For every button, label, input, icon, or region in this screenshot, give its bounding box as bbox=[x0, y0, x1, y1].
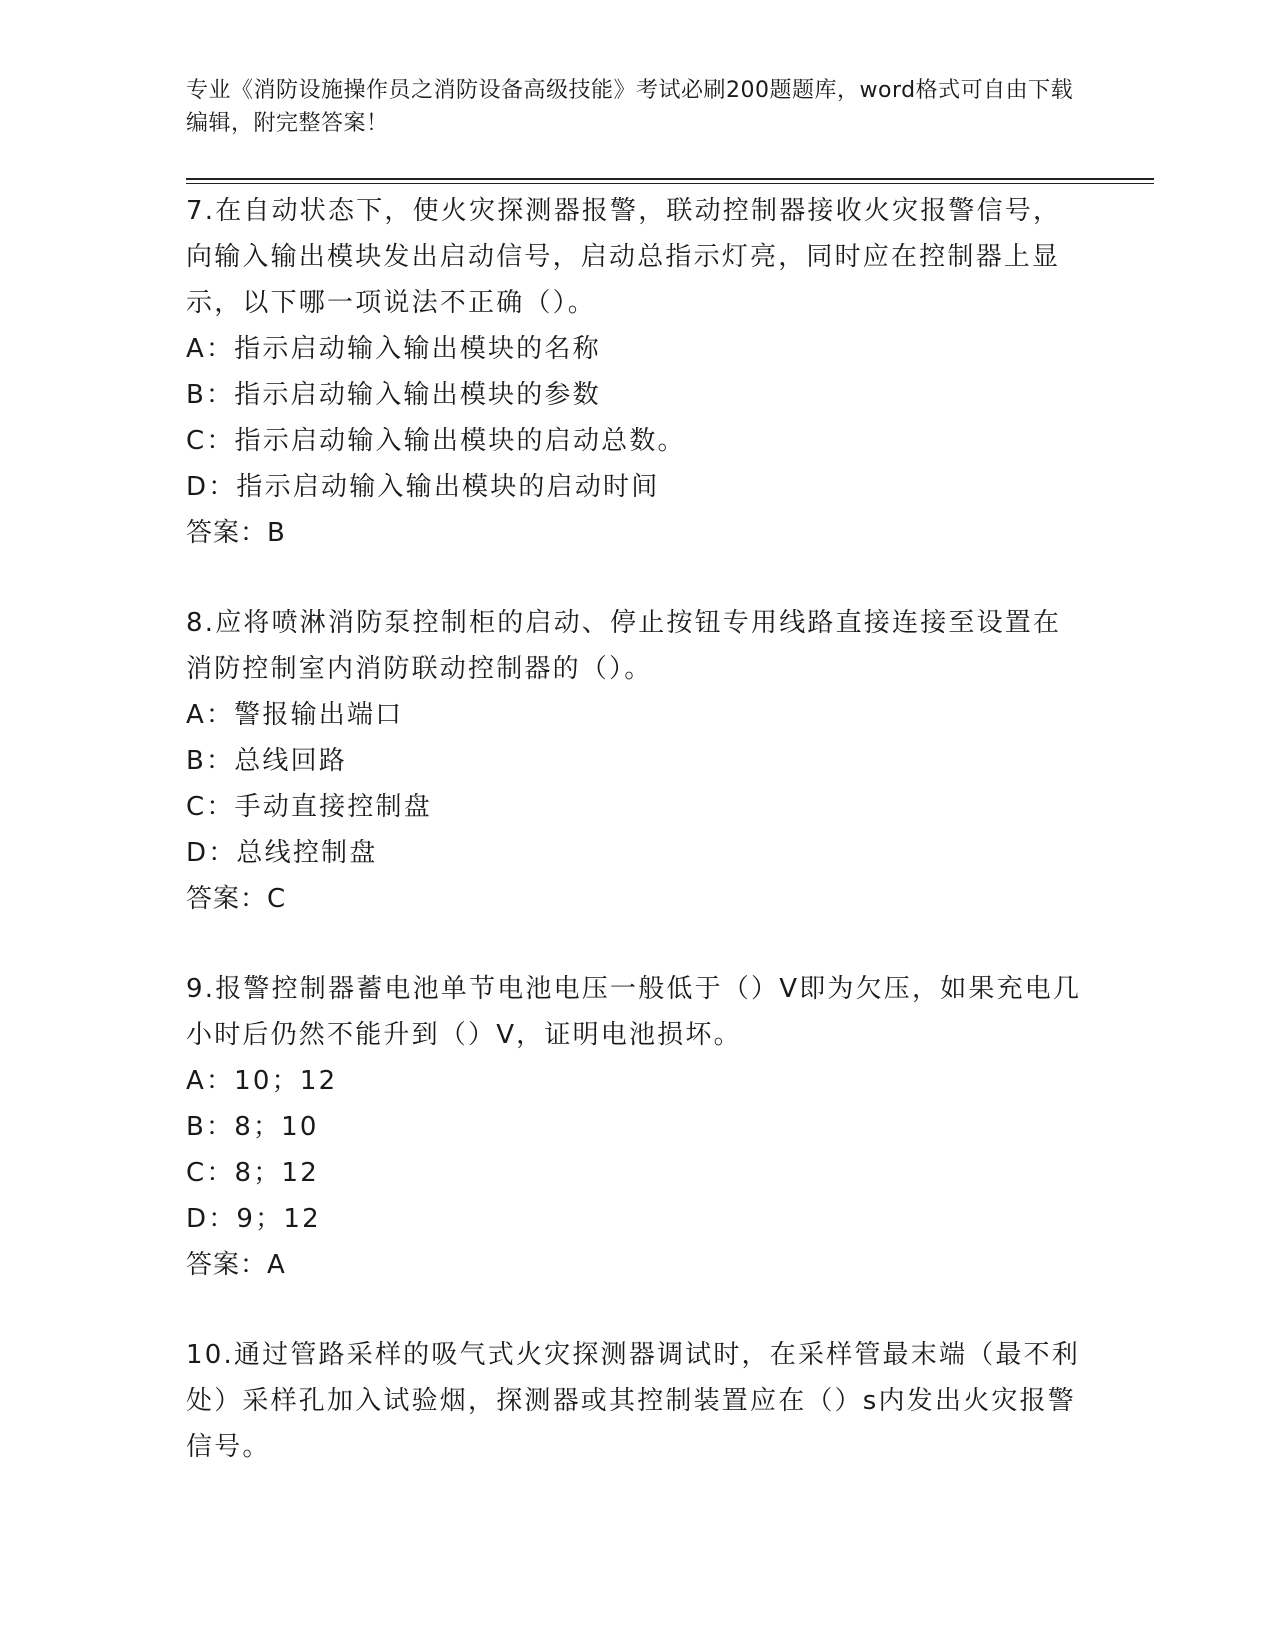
header-divider-thick bbox=[186, 178, 1154, 180]
answer-text: 答案：B bbox=[186, 518, 286, 548]
question-10 bbox=[186, 1332, 1086, 1470]
option-b: B：总线回路 bbox=[186, 746, 348, 776]
option-a: A：警报输出端口 bbox=[186, 700, 404, 730]
answer-text: 答案：C bbox=[186, 884, 287, 914]
option-a: A：10；12 bbox=[186, 1066, 338, 1096]
question-stem: 8.应将喷淋消防泵控制柜的启动、停止按钮专用线路直接连接至设置在消防控制室内消防联动控制器的（）。 bbox=[186, 608, 1062, 684]
question-7 bbox=[186, 188, 1086, 556]
option-c: C：指示启动输入输出模块的启动总数。 bbox=[186, 426, 686, 456]
option-c: C：手动直接控制盘 bbox=[186, 792, 432, 822]
option-b: B：指示启动输入输出模块的参数 bbox=[186, 380, 601, 410]
option-d: D：9；12 bbox=[186, 1204, 321, 1234]
header-divider-thin bbox=[186, 183, 1154, 184]
option-d: D：指示启动输入输出模块的启动时间 bbox=[186, 472, 660, 502]
question-stem: 7.在自动状态下，使火灾探测器报警，联动控制器接收火灾报警信号，向输入输出模块发出启动信号，启动总指示灯亮，同时应在控制器上显示，以下哪一项说法不正确（）。 bbox=[186, 196, 1062, 318]
question-list bbox=[186, 188, 1086, 1514]
document-header: 专业《消防设施操作员之消防设备高级技能》考试必刷200题题库，word格式可自由下载编辑，附完整答案！ bbox=[186, 78, 1074, 136]
option-d: D：总线控制盘 bbox=[186, 838, 378, 868]
question-stem: 10.通过管路采样的吸气式火灾探测器调试时，在采样管最末端（最不利处）采样孔加入试验烟，探测器或其控制装置应在（）s内发出火灾报警信号。 bbox=[186, 1340, 1080, 1462]
question-stem: 9.报警控制器蓄电池单节电池电压一般低于（）V即为欠压，如果充电几小时后仍然不能升到（）V，证明电池损坏。 bbox=[186, 974, 1082, 1050]
question-8 bbox=[186, 600, 1086, 922]
option-c: C：8；12 bbox=[186, 1158, 319, 1188]
question-9 bbox=[186, 966, 1086, 1288]
option-b: B：8；10 bbox=[186, 1112, 319, 1142]
option-a: A：指示启动输入输出模块的名称 bbox=[186, 334, 601, 364]
answer-text: 答案：A bbox=[186, 1250, 286, 1280]
